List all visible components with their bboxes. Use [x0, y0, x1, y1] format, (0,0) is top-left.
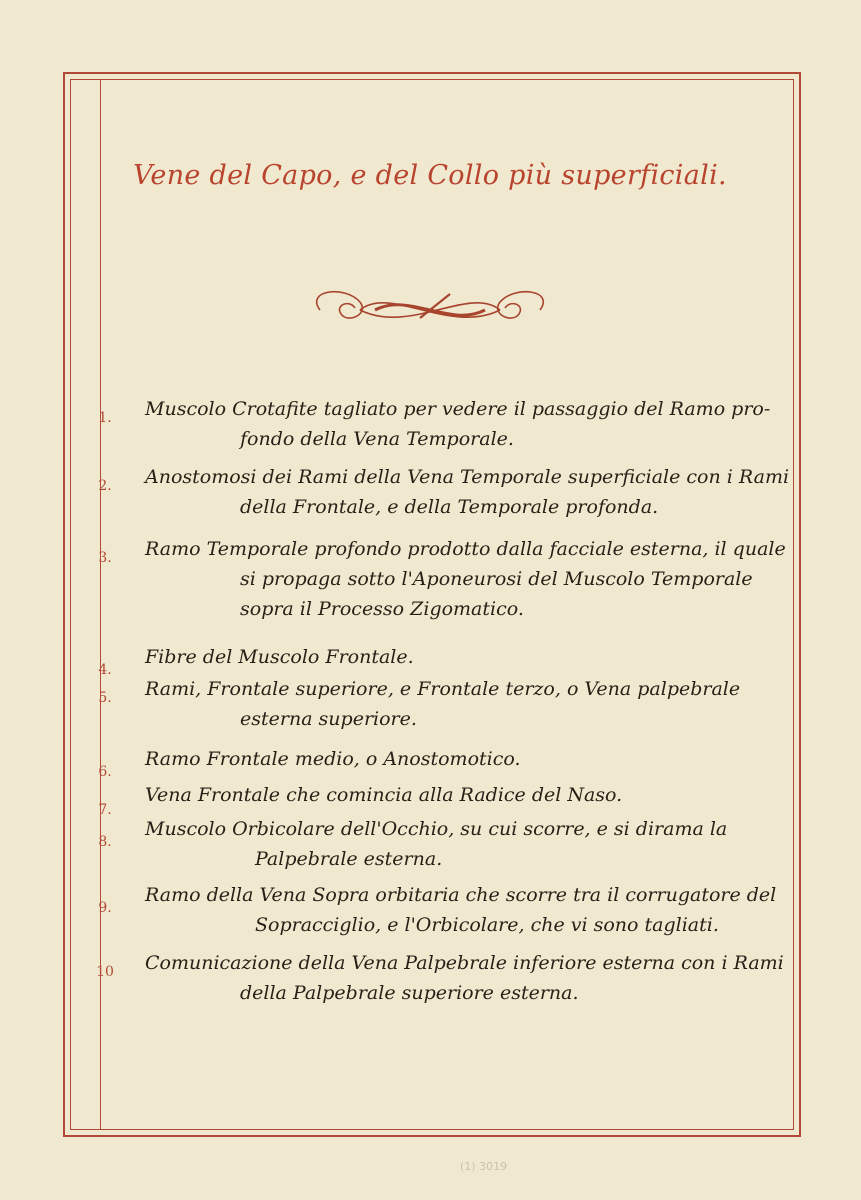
entry-text-line: si propaga sotto l'Aponeurosi del Muscolo Temporale	[240, 568, 753, 590]
entry-number: 7.	[98, 802, 112, 818]
calligraphic-flourish-icon	[300, 280, 560, 340]
entry-text-line: Ramo della Vena Sopra orbitaria che scorre tra il corrugatore del	[145, 884, 777, 906]
page-title: Vene del Capo, e del Collo più superficiali.	[133, 160, 727, 191]
entry-text-line: Ramo Frontale medio, o Anostomotico.	[145, 748, 521, 770]
entry-text-line: Anostomosi dei Rami della Vena Temporale superficiale con i Rami	[145, 466, 790, 488]
entry-text-line: Sopracciglio, e l'Orbicolare, che vi sono tagliati.	[255, 914, 719, 936]
entry-text-line: Palpebrale esterna.	[255, 848, 443, 870]
entry-text-line: Comunicazione della Vena Palpebrale inferiore esterna con i Rami	[145, 952, 784, 974]
entry-number: 3.	[98, 550, 112, 566]
entry-text-line: Vena Frontale che comincia alla Radice del Naso.	[145, 784, 623, 806]
entry-number: 8.	[98, 834, 112, 850]
entry-number: 2.	[98, 478, 112, 494]
entry-number: 6.	[98, 764, 112, 780]
entry-text-line: Rami, Frontale superiore, e Frontale terzo, o Vena palpebrale	[145, 678, 741, 700]
entry-number: 9.	[98, 900, 112, 916]
entry-number: 5.	[98, 690, 112, 706]
entry-text-line: Muscolo Crotafite tagliato per vedere il passaggio del Ramo pro-	[145, 398, 771, 420]
entry-text-line: della Palpebrale superiore esterna.	[240, 982, 579, 1004]
archive-mark: (1) 3019	[460, 1160, 508, 1173]
entry-text-line: Ramo Temporale profondo prodotto dalla facciale esterna, il quale	[145, 538, 786, 560]
entry-number: 1.	[98, 410, 112, 426]
entry-text-line: Muscolo Orbicolare dell'Occhio, su cui scorre, e si dirama la	[145, 818, 728, 840]
entry-number: 10	[96, 964, 114, 980]
entry-text-line: della Frontale, e della Temporale profonda.	[240, 496, 659, 518]
entry-text-line: fondo della Vena Temporale.	[240, 428, 514, 450]
entry-text-line: esterna superiore.	[240, 708, 417, 730]
entry-text-line: Fibre del Muscolo Frontale.	[145, 646, 414, 668]
entry-text-line: sopra il Processo Zigomatico.	[240, 598, 524, 620]
entry-number: 4.	[98, 662, 112, 678]
